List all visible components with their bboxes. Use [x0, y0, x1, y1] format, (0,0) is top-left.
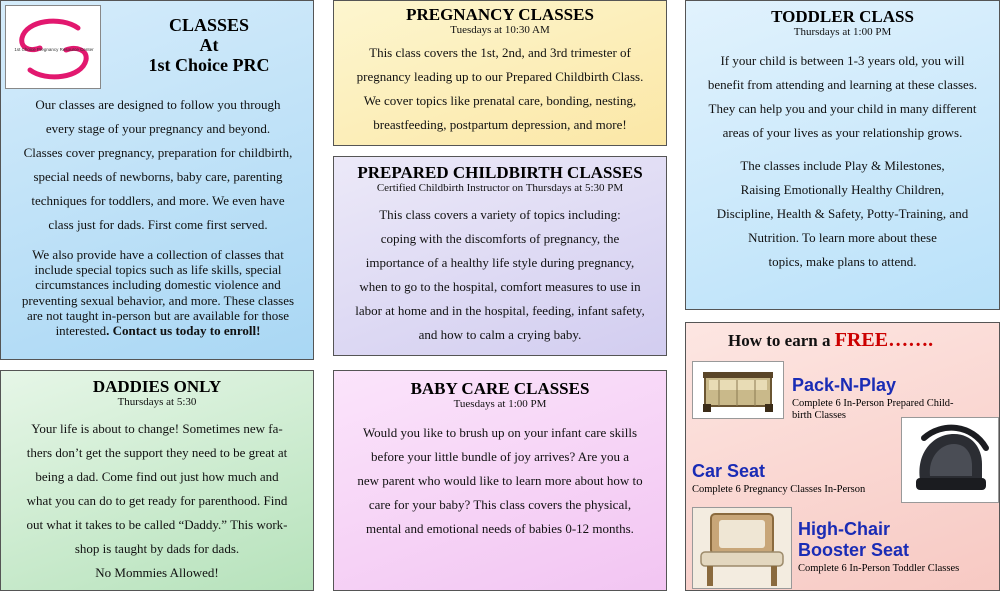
prepared-title: PREPARED CHILDBIRTH CLASSES: [357, 163, 643, 182]
classes-title: CLASSES At 1st Choice PRC: [148, 15, 270, 75]
toddler-description: If your child is between 1-3 years old, you will benefit from attending and learning at these classes. They can help you and your child in many different areas of your lives as your relationship grows.: [707, 53, 978, 140]
prepared-description: This class covers a variety of topics including: coping with the discomforts of pregnancy, the importance of a healthy life style during pregnancy, when to go to the hospital, comfort measures to use in labor at home and in the hospital, feeding, infant safety, and how to calm a crying baby.: [355, 207, 645, 342]
car-seat-image: [901, 417, 999, 503]
toddler-topics: The classes include Play & Milestones, Raising Emotionally Healthy Children, Discipline, Health & Safety, Potty-Training, and Nutrition. To learn more about these topics, make plans to attend.: [716, 158, 969, 269]
pregnancy-description: This class covers the 1st, 2nd, and 3rd trimester of pregnancy leading up to our Prepared Childbirth Class. We cover topics like prenatal care, bonding, nesting, breastfeeding, postpartum depression, and more!: [356, 45, 644, 132]
daddies-only-panel: [0, 370, 314, 591]
classes-special-topics-text: We also provide have a collection of classes that include special topics such as life skills, special circumstances including domestic violence and preventing sexual behavior, and more. These classes are not taught in-person but are available for those interested. Contact us today to enroll!: [21, 247, 295, 339]
babycare-schedule: Tuesdays at 1:00 PM: [453, 398, 547, 410]
pack-n-play-requirement: Complete 6 In-Person Prepared Child- birth Classes: [792, 398, 954, 421]
playpen-icon: [693, 362, 783, 418]
logo-caption: 1st Choice Pregnancy Resource Center: [14, 47, 94, 52]
babycare-description: Would you like to brush up on your infant care skills before your little bundle of joy arrives? Are you a new parent who would like to learn more about how to care for your baby? This class covers the physical, mental and emotional needs of babies 0-12 months.: [357, 425, 643, 536]
high-chair-requirement: Complete 6 In-Person Toddler Classes: [798, 563, 960, 574]
toddler-class-panel: [685, 0, 1000, 310]
pack-n-play-image: [692, 361, 784, 419]
classes-intro-text: Our classes are designed to follow you through every stage of your pregnancy and beyond. Classes cover pregnancy, preparation for childbirth, special needs of newborns, baby care, parenting techniques for toddlers, and more. We even have class just for dads. First come first served.: [23, 97, 293, 232]
booster-seat-icon: [693, 508, 791, 588]
free-rewards-panel: [685, 322, 1000, 591]
high-chair-booster-image: [692, 507, 792, 589]
prepared-schedule: Certified Childbirth Instructor on Thursdays at 5:30 PM: [376, 182, 624, 194]
toddler-schedule: Thursdays at 1:00 PM: [793, 26, 892, 38]
high-chair-booster-name: High-Chair Booster Seat: [798, 519, 910, 560]
pregnancy-classes-panel: [333, 0, 667, 146]
car-seat-icon: [902, 418, 998, 502]
free-heading: How to earn a FREE…….: [728, 329, 934, 351]
daddies-description: Your life is about to change! Sometimes new fa- thers don’t get the support they need to be great at being a dad. Come find out just how much and what you can do to get ready for parenthood. Find out what it takes to be called “Daddy.” This work- shop is taught by dads for dads. No Mommies Allowed!: [26, 421, 288, 580]
prepared-childbirth-panel: [333, 156, 667, 356]
baby-care-panel: [333, 370, 667, 591]
toddler-title: TODDLER CLASS: [771, 7, 914, 26]
classes-overview-panel: [0, 0, 314, 360]
pack-n-play-name: Pack-N-Play: [792, 375, 897, 395]
prc-logo: [5, 5, 101, 89]
car-seat-requirement: Complete 6 Pregnancy Classes In-Person: [692, 484, 866, 495]
car-seat-name: Car Seat: [692, 461, 766, 481]
enroll-call-to-action: . Contact us today to enroll!: [106, 323, 261, 339]
daddies-schedule: Thursdays at 5:30: [117, 396, 197, 408]
pregnancy-title: PREGNANCY CLASSES: [406, 5, 594, 24]
daddies-title: DADDIES ONLY: [92, 377, 222, 396]
babycare-title: BABY CARE CLASSES: [410, 379, 590, 398]
pregnancy-schedule: Tuesdays at 10:30 AM: [450, 24, 550, 36]
